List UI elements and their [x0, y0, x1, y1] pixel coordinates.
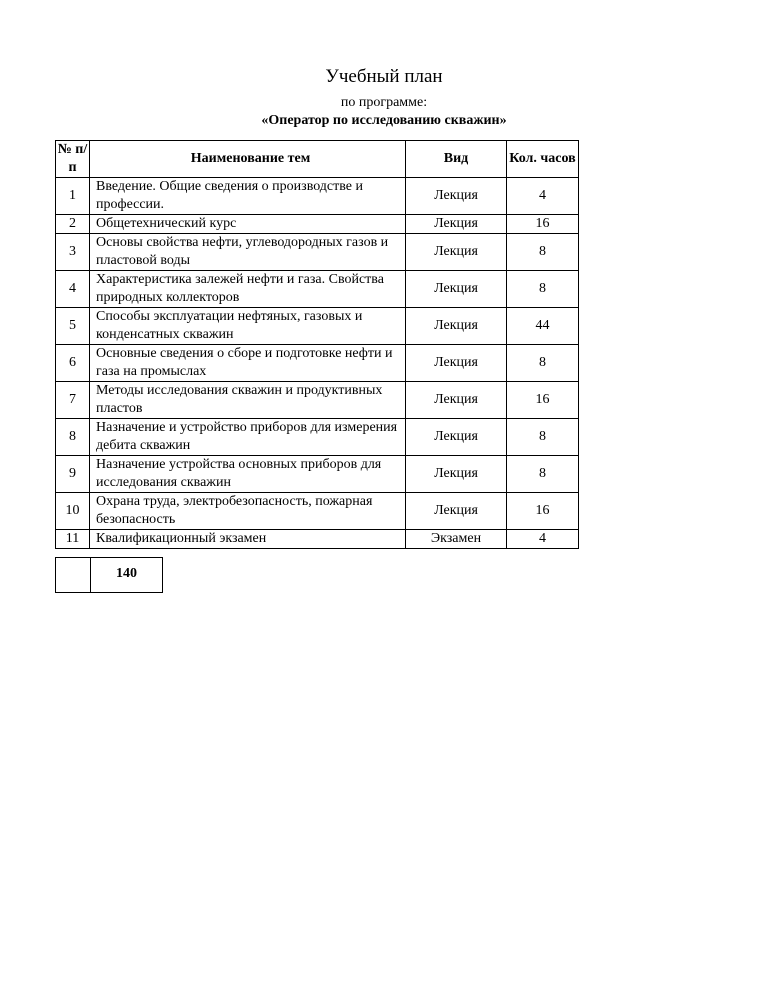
row-hours: 8: [507, 271, 579, 308]
table-row: [56, 308, 579, 345]
row-num: 3: [56, 234, 90, 271]
row-num: 2: [56, 215, 90, 234]
row-name: Охрана труда, электробезопасность, пожарная безопасность: [90, 493, 406, 530]
row-name: Характеристика залежей нефти и газа. Свойства природных коллекторов: [90, 271, 406, 308]
row-num: 6: [56, 345, 90, 382]
table-row: [56, 493, 579, 530]
table-row: [56, 234, 579, 271]
table-row: [56, 271, 579, 308]
program-name: «Оператор по исследованию скважин»: [261, 113, 507, 128]
row-type: Лекция: [406, 456, 507, 493]
row-num: 5: [56, 308, 90, 345]
row-name: Назначение и устройство приборов для измерения дебита скважин: [90, 419, 406, 456]
row-hours: 16: [507, 493, 579, 530]
header-type: Вид: [406, 141, 507, 178]
table-row: [56, 345, 579, 382]
table-row: [56, 419, 579, 456]
row-num: 8: [56, 419, 90, 456]
row-name: Способы эксплуатации нефтяных, газовых и конденсатных скважин: [90, 308, 406, 345]
row-name: Квалификационный экзамен: [90, 530, 406, 549]
table-header-row: [56, 141, 579, 178]
curriculum-table: [55, 140, 579, 549]
row-type: Лекция: [406, 382, 507, 419]
row-type: Лекция: [406, 178, 507, 215]
table-row: [56, 178, 579, 215]
row-hours: 4: [507, 178, 579, 215]
row-hours: 16: [507, 215, 579, 234]
row-num: 4: [56, 271, 90, 308]
table-row: [56, 215, 579, 234]
row-num: 9: [56, 456, 90, 493]
row-name: Методы исследования скважин и продуктивных пластов: [90, 382, 406, 419]
row-type: Лекция: [406, 345, 507, 382]
row-hours: 16: [507, 382, 579, 419]
table-row: [56, 530, 579, 549]
row-hours: 44: [507, 308, 579, 345]
row-hours: 8: [507, 456, 579, 493]
header-num: № п/п: [56, 141, 90, 178]
page-subtitle: по программе:: [340, 95, 428, 110]
row-name: Общетехнический курс: [90, 215, 406, 234]
table-row: [56, 382, 579, 419]
row-name: Назначение устройства основных приборов для исследования скважин: [90, 456, 406, 493]
row-type: Экзамен: [406, 530, 507, 549]
row-hours: 8: [507, 419, 579, 456]
row-type: Лекция: [406, 271, 507, 308]
row-type: Лекция: [406, 308, 507, 345]
row-hours: 8: [507, 234, 579, 271]
row-hours: 4: [507, 530, 579, 549]
row-name: Введение. Общие сведения о производстве и профессии.: [90, 178, 406, 215]
row-num: 1: [56, 178, 90, 215]
total-hours: 140: [91, 558, 163, 593]
page-title: Учебный план: [325, 66, 443, 87]
total-empty-cell: [56, 558, 91, 593]
row-num: 7: [56, 382, 90, 419]
row-type: Лекция: [406, 215, 507, 234]
header-name: Наименование тем: [90, 141, 406, 178]
table-row: [56, 456, 579, 493]
total-table: [55, 557, 163, 593]
header-hours: Кол. часов: [507, 141, 579, 178]
row-num: 10: [56, 493, 90, 530]
row-type: Лекция: [406, 234, 507, 271]
row-hours: 8: [507, 345, 579, 382]
row-name: Основные сведения о сборе и подготовке нефти и газа на промыслах: [90, 345, 406, 382]
total-row: [56, 558, 163, 593]
row-type: Лекция: [406, 493, 507, 530]
row-type: Лекция: [406, 419, 507, 456]
row-num: 11: [56, 530, 90, 549]
row-name: Основы свойства нефти, углеводородных газов и пластовой воды: [90, 234, 406, 271]
